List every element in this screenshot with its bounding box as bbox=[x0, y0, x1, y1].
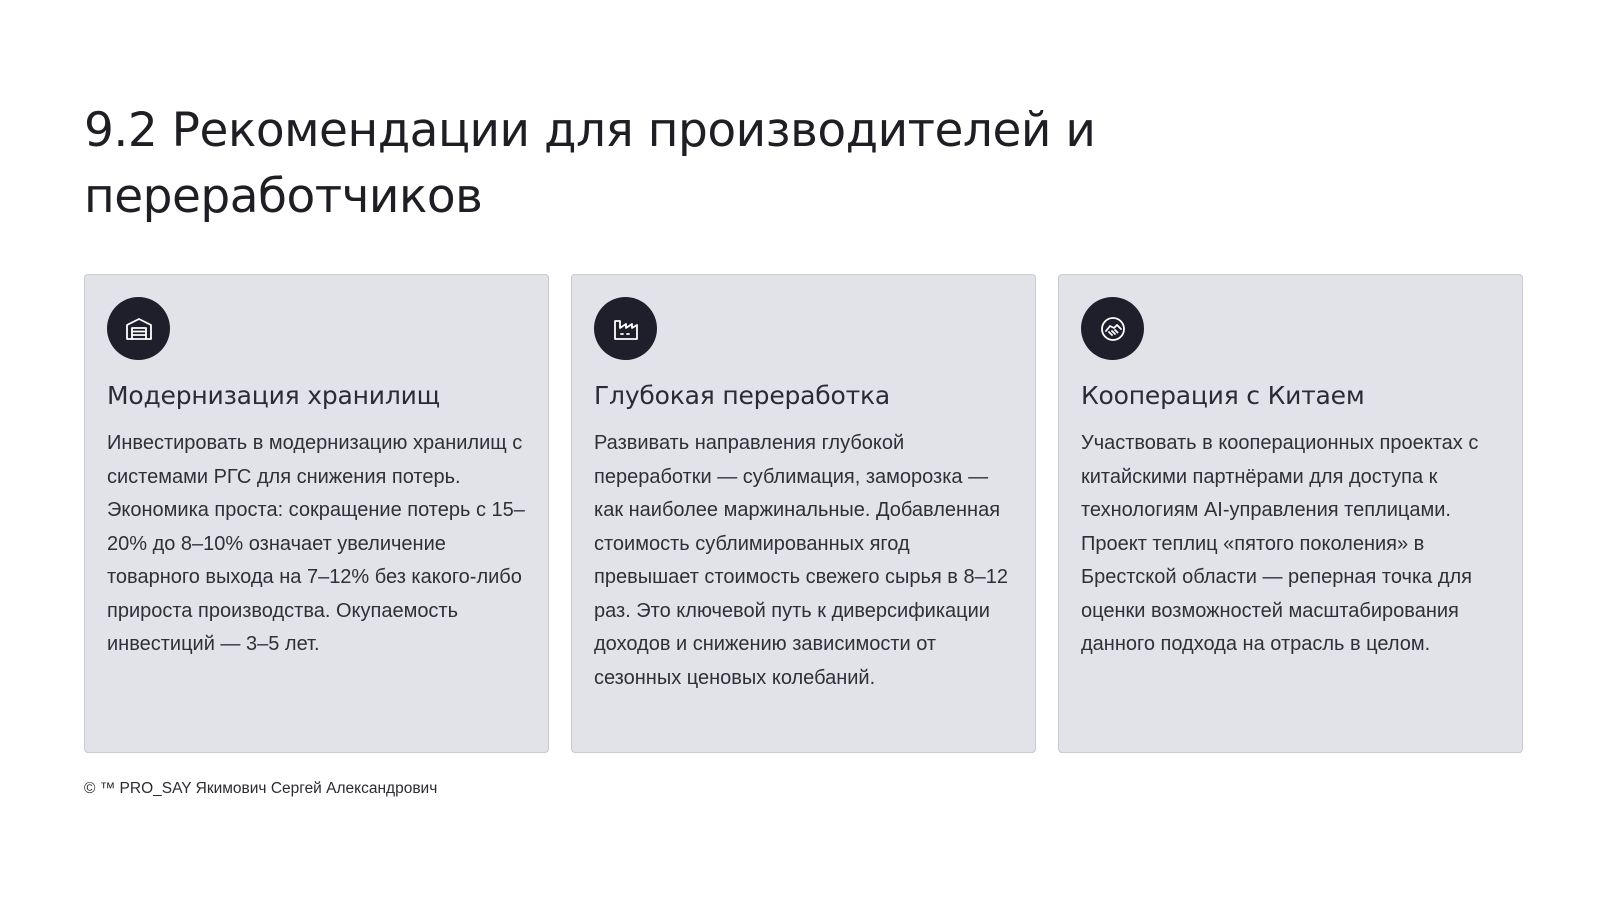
card-storage-modernization bbox=[84, 274, 549, 753]
cards-row bbox=[84, 274, 1523, 753]
page-title: 9.2 Рекомендации для производителей и переработчиков bbox=[84, 103, 1096, 224]
copyright-footer: © ™ PRO_SAY Якимович Сергей Александрович bbox=[84, 780, 438, 797]
warehouse-icon bbox=[107, 297, 170, 360]
card-china-cooperation bbox=[1058, 274, 1523, 753]
card-title: Модернизация хранилищ bbox=[107, 381, 441, 410]
card-text: Инвестировать в модернизацию хранилищ с системами РГС для снижения потерь. Экономика проста: сокращение потерь с 15–20% до 8–10% означает увеличение товарного выхода на 7–12% без какого-либо прироста производства. Окупаемость инвестиций — 3–5 лет. bbox=[107, 432, 525, 655]
card-deep-processing bbox=[571, 274, 1036, 753]
card-title: Глубокая переработка bbox=[594, 381, 891, 410]
handshake-icon bbox=[1081, 297, 1144, 360]
card-text: Участвовать в кооперационных проектах с китайскими партнёрами для доступа к технологиям AI-управления теплицами. Проект теплиц «пятого поколения» в Брестской области — реперная точка для оценки возможностей масштабирования данного подхода на отрасль в целом. bbox=[1081, 432, 1479, 655]
card-title: Кооперация с Китаем bbox=[1081, 381, 1365, 410]
card-text: Развивать направления глубокой переработки — сублимация, заморозка — как наиболее маржинальные. Добавленная стоимость сублимированных ягод превышает стоимость свежего сырья в 8–12 раз. Это ключевой путь к диверсификации доходов и снижению зависимости от сезонных ценовых колебаний. bbox=[594, 432, 1008, 689]
factory-icon bbox=[594, 297, 657, 360]
